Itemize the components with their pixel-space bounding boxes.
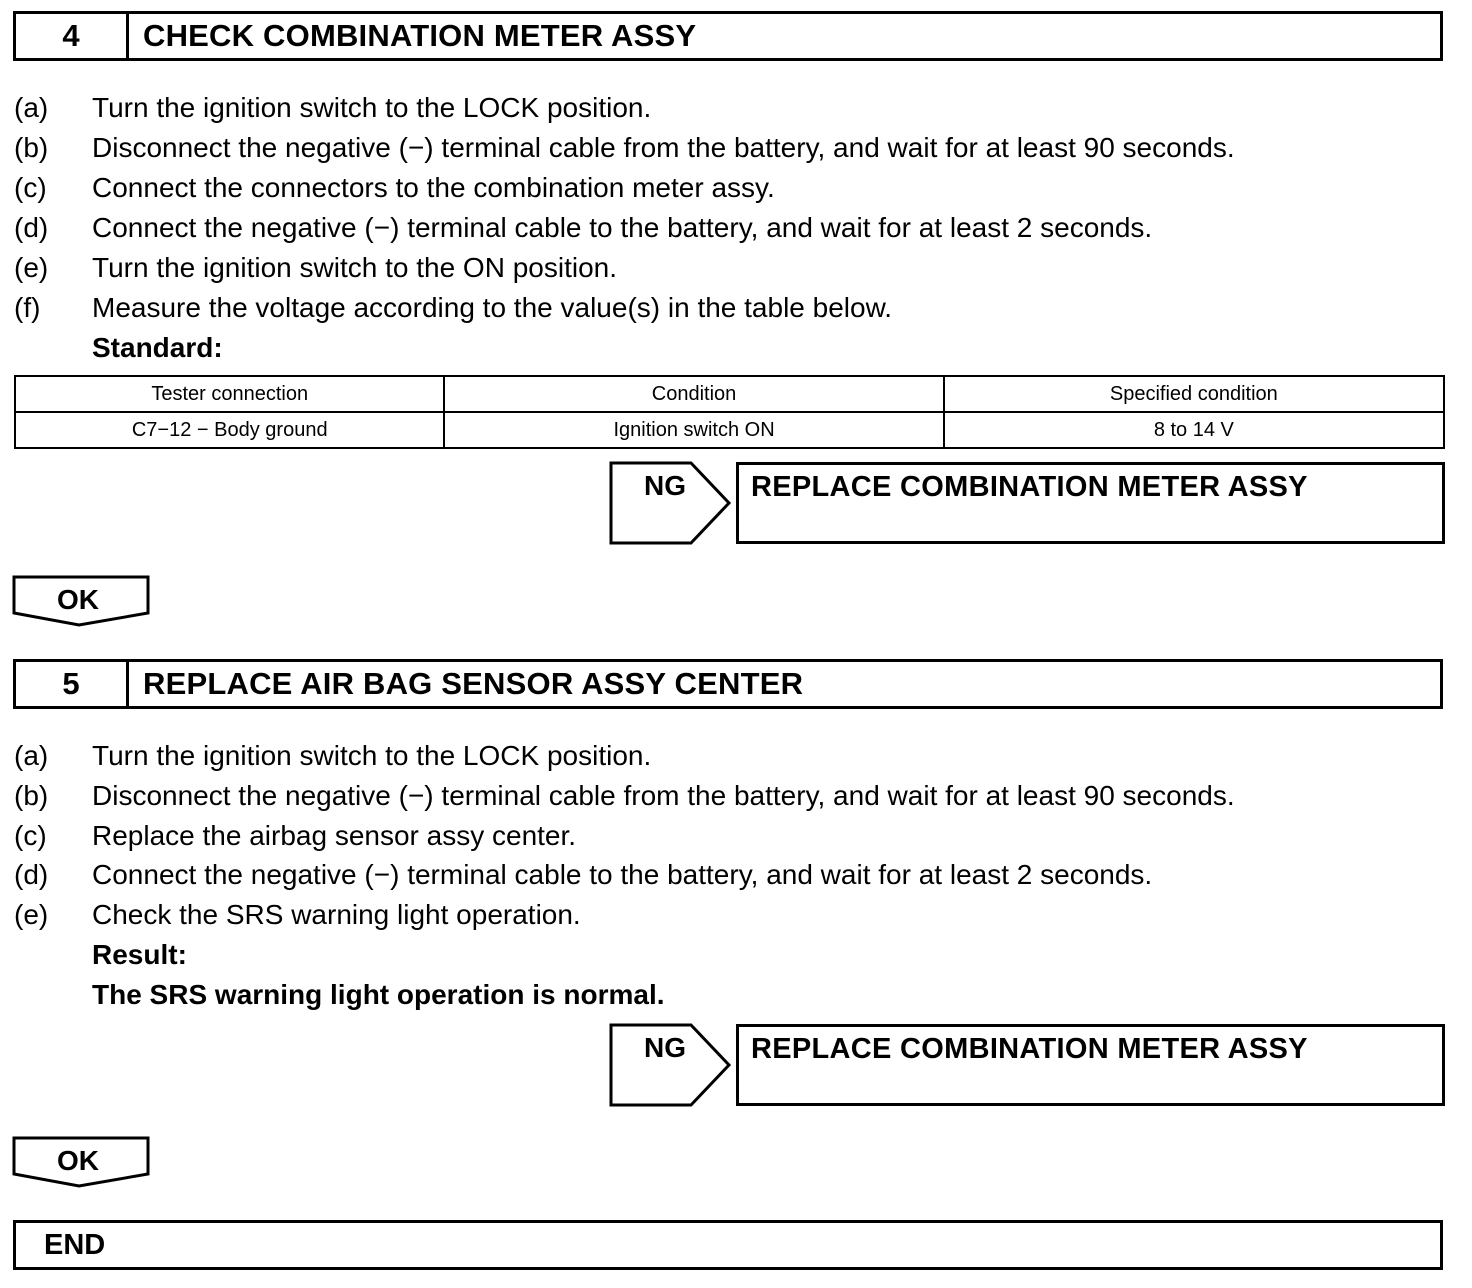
ok-label: OK: [57, 1145, 99, 1176]
instruction-text: Turn the ignition switch to the LOCK position.: [92, 740, 652, 771]
instruction-label: (e): [14, 899, 49, 930]
instruction-text: Replace the airbag sensor assy center.: [92, 820, 577, 851]
step-4-number: 4: [16, 14, 129, 58]
table-header-cell: Tester connection: [15, 376, 444, 412]
instruction-label: (b): [14, 132, 49, 163]
table-row: [15, 412, 1444, 448]
instruction-label: (c): [14, 820, 47, 851]
ng-result-box: [736, 462, 1445, 544]
table-cell: C7−12 − Body ground: [15, 412, 444, 448]
instruction-label: (d): [14, 212, 49, 243]
ok-label: OK: [57, 584, 99, 615]
step-5-title: REPLACE AIR BAG SENSOR ASSY CENTER: [143, 666, 804, 701]
step-5-number: 5: [16, 662, 129, 706]
standard-label: Standard:: [92, 332, 223, 363]
ng-result-text: REPLACE COMBINATION METER ASSY: [751, 1033, 1308, 1065]
result-statement: The SRS warning light operation is normal.: [92, 979, 665, 1010]
ng-result-text: REPLACE COMBINATION METER ASSY: [751, 471, 1308, 503]
instruction-label: (f): [14, 292, 41, 323]
table-header-cell: Condition: [444, 376, 943, 412]
instruction-text: Check the SRS warning light operation.: [92, 899, 581, 930]
instruction-text: Disconnect the negative (−) terminal cable from the battery, and wait for at least 90 seconds.: [92, 132, 1235, 163]
instruction-label: (a): [14, 92, 49, 123]
instruction-label: (c): [14, 172, 47, 203]
table-cell: Ignition switch ON: [444, 412, 943, 448]
instruction-label: (b): [14, 780, 49, 811]
ng-label: NG: [644, 1032, 686, 1063]
step-5-header: [13, 659, 1443, 709]
instruction-text: Disconnect the negative (−) terminal cable from the battery, and wait for at least 90 seconds.: [92, 780, 1235, 811]
result-label: Result:: [92, 939, 187, 970]
instruction-text: Connect the negative (−) terminal cable to the battery, and wait for at least 2 seconds.: [92, 212, 1153, 243]
table-header-row: [15, 376, 1444, 412]
instruction-text: Turn the ignition switch to the ON position.: [92, 252, 617, 283]
instruction-text: Connect the connectors to the combination meter assy.: [92, 172, 775, 203]
instruction-label: (a): [14, 740, 49, 771]
ng-label: NG: [644, 470, 686, 501]
instruction-label: (d): [14, 859, 49, 890]
instruction-text: Connect the negative (−) terminal cable to the battery, and wait for at least 2 seconds.: [92, 859, 1153, 890]
step-4-header: [13, 11, 1443, 61]
end-label: END: [44, 1229, 106, 1261]
instruction-label: (e): [14, 252, 49, 283]
table-cell: 8 to 14 V: [944, 412, 1444, 448]
table-header-cell: Specified condition: [944, 376, 1444, 412]
step-4-title: CHECK COMBINATION METER ASSY: [143, 18, 697, 53]
standard-table: [14, 375, 1445, 449]
end-box: [13, 1220, 1443, 1270]
instruction-text: Turn the ignition switch to the LOCK position.: [92, 92, 652, 123]
ng-result-box: [736, 1024, 1445, 1106]
instruction-text: Measure the voltage according to the value(s) in the table below.: [92, 292, 893, 323]
